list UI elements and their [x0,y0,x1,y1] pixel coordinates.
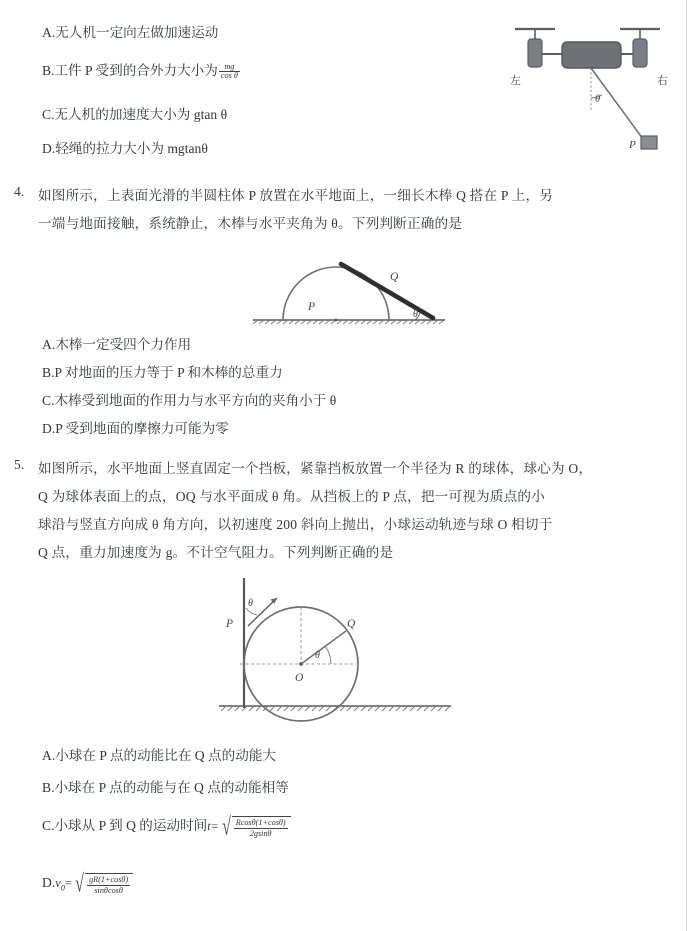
q5-option-c-variable: t= [207,819,219,833]
q5-line-4: Q 点，重力加速度为 g。不计空气阻力。下列判断正确的是 [38,545,394,560]
center-angle-arc [325,646,331,664]
q5-option-c-radicand [232,816,291,838]
label-center-o: O [295,672,304,684]
label-block-p: P [629,139,636,151]
q3-option-a: A.无人机一定向左做加速运动 [42,25,219,40]
label-left-direction: 左 [510,74,521,87]
q4-option-b: B.P 对地面的压力等于 P 和木棒的总重力 [42,365,283,380]
right-motor [633,39,647,67]
q5-option-c-text: C.小球从 P 到 Q 的运动时间 [42,818,208,833]
q4-number: 4. [14,184,25,199]
q3-option-b-numerator: mg [219,63,240,73]
q4-line-1: 如图所示，上表面光滑的半圆柱体 P 放置在水平地面上，一细长木棒 Q 搭在 P 上，另 [38,188,554,203]
q5-option-d [42,872,133,899]
q4-option-c: C.木棒受到地面的作用力与水平方向的夹角小于 θ [42,393,337,408]
drone-body [562,42,621,68]
q5-option-d-radicand [85,873,133,895]
wooden-rod [341,264,433,318]
q5-option-a: A.小球在 P 点的动能比在 Q 点的动能大 [42,748,276,763]
q3-option-b-fraction [219,63,240,81]
q4-figure-semicylinder [245,252,455,334]
q3-option-d: D.轻绳的拉力大小为 mgtanθ [42,141,208,156]
left-motor [528,39,542,67]
q5-line-3: 球沿与竖直方向成 θ 角方向，以初速度 200 斜向上抛出，小球运动轨迹与球 O 相切于 [38,517,553,532]
label-point-q: Q [347,618,356,630]
label-oq-angle: θ [315,650,320,661]
center-point-dot [299,662,303,666]
radical-symbol: √ [221,813,231,842]
q3-option-c: C.无人机的加速度大小为 gtan θ [42,107,228,122]
q5-option-d-denominator: sinθcosθ [94,885,123,895]
label-rope-angle: θ [595,94,601,105]
q3-option-b-denominator: cos θ [220,71,238,81]
q5-figure-ball-baffle [215,578,465,723]
label-right-direction: 右 [657,74,668,87]
q5-option-c-sqrt [221,813,291,842]
q5-number: 5. [14,457,25,472]
semicylinder-outline [283,267,389,320]
q4-option-d: D.P 受到地面的摩擦力可能为零 [42,421,229,436]
page-edge-line [686,0,687,931]
q5-option-d-text: D. [42,875,56,890]
workpiece-block [641,136,657,149]
q4-option-a: A.木棒一定受四个力作用 [42,337,192,352]
q5-option-c-denominator: 2gsinθ [249,828,272,838]
q5-line-2: Q 为球体表面上的点，OQ 与水平面成 θ 角。从挡板上的 P 点，把一可视为质点的小 [38,489,546,504]
q5-option-d-subscript: 0 [60,882,66,893]
q5-option-b: B.小球在 P 点的动能与在 Q 点的动能相等 [42,780,289,795]
label-semicylinder-p: P [308,301,316,313]
q4-line-2: 一端与地面接触，系统静止，木棒与水平夹角为 θ。下列判断正确的是 [38,216,463,231]
q3-figure-drone [505,14,680,164]
label-point-p: P [226,618,234,630]
q3-option-b [42,60,241,82]
radius-oq [301,631,346,664]
q5-option-d-variable: v [55,876,61,890]
q5-option-d-equals: = [65,876,73,890]
q5-line-1: 如图所示，水平地面上竖直固定一个挡板，紧靠挡板放置一个半径为 R 的球体，球心为 O， [38,461,593,476]
label-rod-q: Q [390,271,399,283]
q5-option-c-numerator: Rcosθ(1+cosθ) [235,818,286,828]
q5-option-c [42,813,291,842]
q5-option-d-numerator: gR(1+cosθ) [89,875,129,885]
q3-option-b-text: B.工件 P 受到的合外力大小为 [42,63,218,78]
q5-option-d-sqrt [74,870,133,899]
radical-symbol: √ [75,870,84,899]
ground-contact-point [335,319,338,322]
label-launch-angle: θ [248,598,253,609]
launch-angle-arc [246,608,257,615]
label-rod-angle: θ [413,309,418,320]
